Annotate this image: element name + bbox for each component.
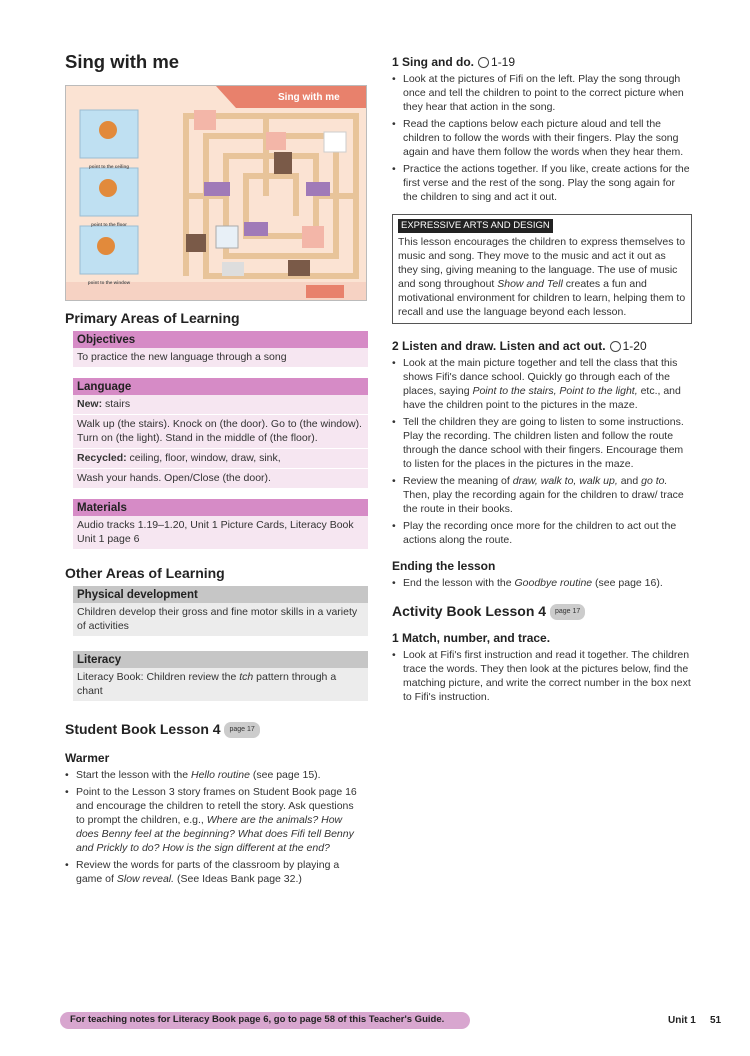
list-item [392,356,692,412]
warmer-heading: Warmer [65,751,110,766]
page-title: Sing with me [65,51,180,72]
expressive-arts-box [392,214,692,324]
text-b: (See Ideas Bank page 32.) [174,873,302,886]
footer-unit: Unit 1 [668,1015,696,1026]
language-new-phrases: Walk up (the stairs). Knock on (the door). Go to (the window). Turn on (the light). Stand in the middle of (the floor). [73,415,368,449]
list-item: • Look at the pictures of Fifi on the left. Play the song through once and tell the children to point to the correct picture when they hear that action in the song. [392,72,692,114]
physical-text: Children develop their gross and fine motor skills in a variety of activities [73,603,368,637]
text-a: Look at the main picture together and tell the class that this shows Fifi's dance school. Quickly go through each of the places, saying [403,357,678,397]
text-c: Then, play the recording again for the children to draw/ trace the route in their books. [403,489,684,515]
list-item [65,768,365,782]
literacy-text-a: Literacy Book: Children review the [77,671,240,683]
new-text: stairs [102,398,131,410]
language-box [73,378,368,489]
ending-heading: Ending the lesson [392,559,496,573]
language-recycled [73,449,368,469]
match-number-trace-list [392,648,692,704]
physical-head: Physical development [73,586,368,603]
activity-book-title: Activity Book Lesson 4 [392,603,547,619]
page-tag: page 17 [224,722,259,738]
objectives-head: Objectives [73,331,368,348]
warmer-list [65,768,365,886]
primary-areas-heading: Primary Areas of Learning [65,310,240,326]
match-number-trace-heading: 1 Match, number, and trace. [392,631,551,646]
list-item: • Look at Fifi's first instruction and read it together. The children trace the words. They then look at the pictures below, find the matching picture, and write the correct number in the box next to Fifi's instruction. [392,648,692,704]
list-item: • Tell the children they are going to listen to some instructions. Play the recording. The children listen and follow the route through the dance school with their fingers. Encourage them to listen for the places in the pictures in the maze. [392,415,692,471]
literacy-text [73,668,368,702]
text-i: Slow reveal. [116,873,175,886]
list-item: • Practice the actions together. If you like, create actions for the first verse and the rest of the song. Play the song again for the children to sing and act it out. [392,162,692,204]
language-recycled-phrases: Wash your hands. Open/Close (the door). [73,469,368,489]
activity-book-heading [392,604,692,620]
text-a: Start the lesson with the [76,769,191,782]
text-i: Hello routine [190,769,250,782]
recycled-label: Recycled: [77,452,127,464]
track-number: 1-19 [491,55,516,69]
text-b: (see page 16). [592,577,663,589]
caption-ceiling: point to the ceiling [89,164,129,169]
text-a: End the lesson with the [403,577,515,589]
text-i: Where are the animals? How does Benny feel at the beginning? What does Fifi tell Benny and Prickly to do? How is the sign different at the end? [76,814,354,855]
materials-head: Materials [73,499,368,516]
list-item: • Play the recording once more for the children to act out the actions along the route. [392,519,692,547]
caption-window: point to the window [87,280,131,285]
listen-and-draw-heading [392,339,692,353]
caption-floor: point to the floor [91,222,127,227]
recycled-text: ceiling, floor, window, draw, sink, [126,452,281,464]
track-number: 1-20 [622,339,647,353]
text-b: creates a fun and motivational environment for children to learn, helping them to recall and use the language beyond each lesson. [398,278,686,318]
text-i: Show and Tell [497,278,563,290]
left-column [65,51,365,889]
page-number: 51 [710,1015,722,1026]
text-i: draw, walk to, walk up, [512,475,618,487]
literacy-text-i: tch [239,671,254,683]
maze-illustration [66,86,367,301]
text-i: Goodbye routine [514,577,593,589]
listen-and-draw-list [392,356,692,547]
student-book-heading [65,722,365,738]
text-a: Review the meaning of [403,475,513,487]
language-new [73,395,368,415]
expressive-arts-text [398,235,686,319]
list-item [392,576,692,590]
illustration-banner: Sing with me [278,92,340,103]
materials-box [73,499,368,550]
cd-icon [478,57,489,68]
footer-note: For teaching notes for Literacy Book page 6, go to page 58 of this Teacher's Guide. [60,1012,470,1029]
student-book-title: Student Book Lesson 4 [65,721,221,737]
sing-and-do-heading [392,55,692,69]
physical-box [73,586,368,637]
expressive-arts-label: EXPRESSIVE ARTS AND DESIGN [398,219,553,233]
literacy-head: Literacy [73,651,368,668]
ending-list [392,576,692,590]
text-i2: go to. [641,475,668,487]
song-illustration [65,85,367,301]
right-column [392,55,692,707]
list-item [392,474,692,516]
text-a: This lesson encourages the children to express themselves to music and song. They move to the music and act it out as they sing, giving meaning to the language. The use of music and song throughout [398,236,686,290]
text-b: (see page 15). [249,769,321,782]
language-head: Language [73,378,368,395]
other-areas-heading: Other Areas of Learning [65,565,225,581]
text-i: Point to the stairs, Point to the light, [472,385,638,397]
page-tag: page 17 [550,604,585,620]
cd-icon [610,341,621,352]
list-item [65,785,365,855]
literacy-box [73,651,368,702]
section-title: 2 Listen and draw. Listen and act out. [392,339,606,353]
sing-and-do-list [392,72,692,204]
text-a: Review the words for parts of the classroom by playing a game of [76,859,340,886]
new-label: New: [77,398,103,410]
objectives-box [73,331,368,368]
text-a: Point to the Lesson 3 story frames on Student Book page 16 and encourage the children to retell the story. Ask questions to prompt the children, e.g., [76,786,357,827]
text-b: etc., and have the children point to the pictures in the maze. [403,385,681,411]
materials-text: Audio tracks 1.19–1.20, Unit 1 Picture Cards, Literacy Book Unit 1 page 6 [73,516,368,550]
section-title: 1 Sing and do. [392,55,475,69]
objectives-text: To practice the new language through a song [73,348,368,368]
text-b: and [617,475,642,487]
list-item [65,858,365,886]
literacy-text-b: pattern through a chant [77,671,337,697]
list-item: • Read the captions below each picture aloud and tell the children to follow the words with their fingers. Play the song again and have them follow the words when they hear them. [392,117,692,159]
